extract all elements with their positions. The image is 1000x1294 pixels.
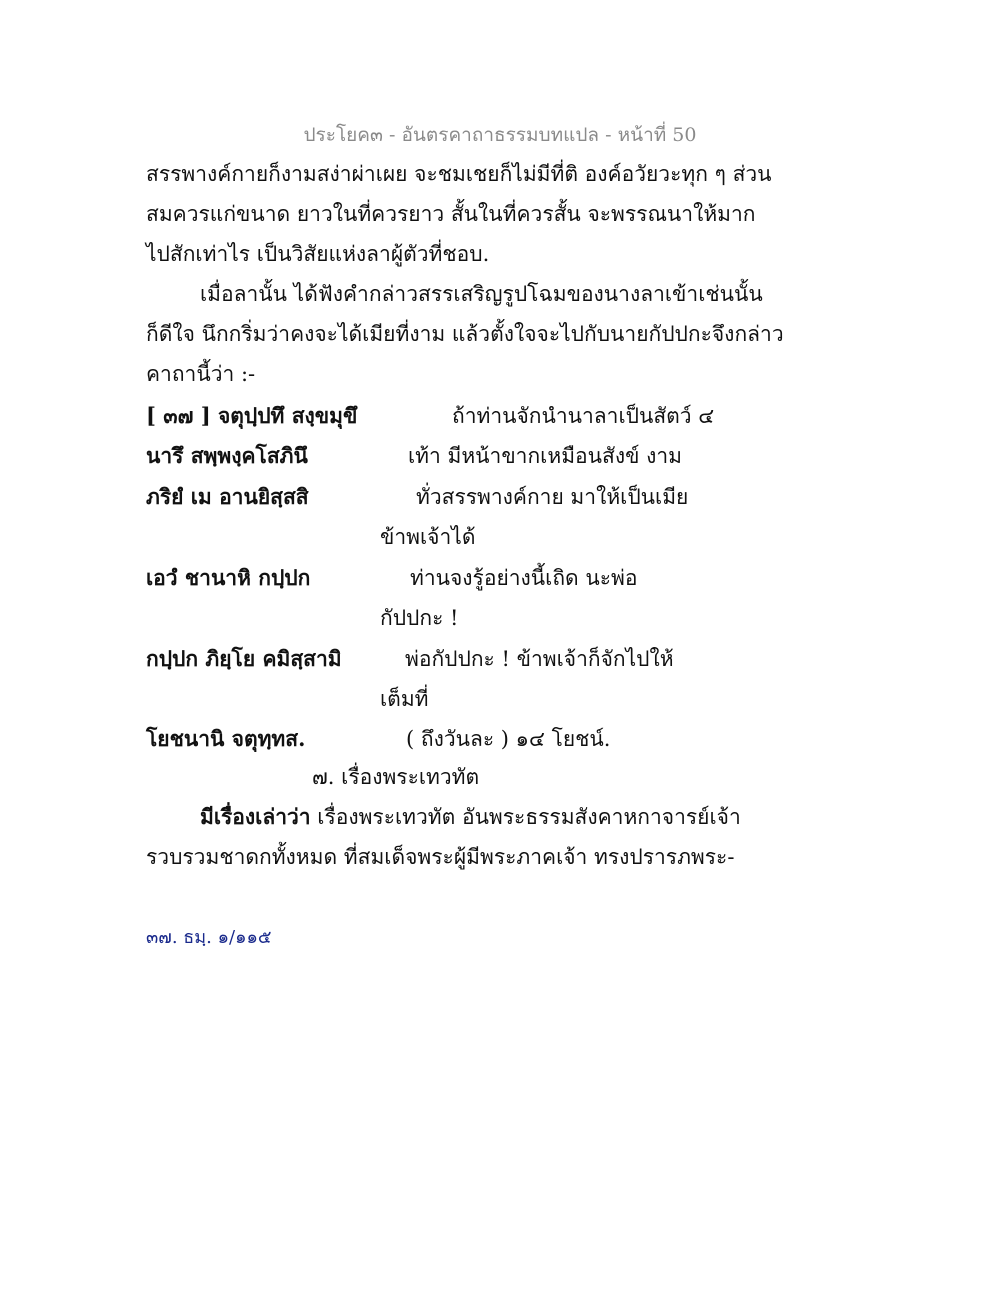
- verse-translation: ท่านจงรู้อย่างนี้เถิด นะพ่อ: [410, 566, 638, 590]
- paragraph-line: คาถานี้ว่า :-: [146, 362, 256, 386]
- footnote: ๓๗. ธมฺ. ๑/๑๑๕: [146, 927, 272, 948]
- verse-pali: นารึ สพฺพงฺคโสภินึ: [146, 443, 308, 468]
- verse-translation-continued: กัปปกะ !: [380, 606, 459, 630]
- verse-pali: เอวํ ชานาหิ กปฺปก: [146, 565, 311, 590]
- verse-pali: [ ๓๗ ] จตุปฺปทึ สงฺขมุขึ: [146, 403, 358, 428]
- paragraph-line: สมควรแก่ขนาด ยาวในที่ควรยาว สั้นในที่ควรสั้น จะพรรณนาให้มาก: [146, 202, 756, 226]
- paragraph-line: ไปสักเท่าไร เป็นวิสัยแห่งลาผู้ตัวที่ชอบ.: [146, 242, 490, 266]
- paragraph-line: เมื่อลานั้น ได้ฟังคำกล่าวสรรเสริญรูปโฉมของนางลาเข้าเช่นนั้น: [200, 282, 763, 306]
- paragraph-line: สรรพางค์กายก็งามสง่าผ่าเผย จะชมเชยก็ไม่มีที่ติ องค์อวัยวะทุก ๆ ส่วน: [146, 162, 772, 186]
- verse-pali: กปฺปก ภิยฺโย คมิสฺสามิ: [146, 646, 342, 671]
- paragraph-text: เรื่องพระเทวทัต อันพระธรรมสังคาหกาจารย์เจ้า: [310, 805, 741, 829]
- section-title: ๗. เรื่องพระเทวทัต: [312, 765, 480, 789]
- verse-pali: โยชนานิ จตุทฺทส.: [146, 726, 306, 751]
- verse-translation: ( ถึงวันละ ) ๑๔ โยชน์.: [406, 727, 611, 751]
- paragraph-line: ก็ดีใจ นึกกริ่มว่าคงจะได้เมียที่งาม แล้วตั้งใจจะไปกับนายกัปปกะจึงกล่าว: [146, 322, 784, 346]
- verse-translation: ทั่วสรรพางค์กาย มาให้เป็นเมีย: [416, 485, 689, 509]
- verse-translation: เท้า มีหน้าขากเหมือนสังข์ งาม: [408, 444, 683, 468]
- verse-translation-continued: ข้าพเจ้าได้: [380, 525, 476, 549]
- verse-pali: ภริยํ เม อานยิสฺสสิ: [146, 484, 309, 509]
- lead-bold-text: มีเรื่องเล่าว่า: [200, 804, 311, 829]
- page-header: ประโยค๓ - อันตรคาถาธรรมบทแปล - หน้าที่ 50: [303, 124, 697, 146]
- verse-translation: พ่อกัปปกะ ! ข้าพเจ้าก็จักไปให้: [405, 647, 674, 671]
- paragraph-line: [200, 803, 741, 831]
- paragraph-line: รวบรวมชาดกทั้งหมด ที่สมเด็จพระผู้มีพระภาคเจ้า ทรงปรารภพระ-: [146, 845, 735, 869]
- verse-translation: ถ้าท่านจักนำนาลาเป็นสัตว์ ๔: [452, 404, 715, 428]
- verse-translation-continued: เต็มที่: [380, 687, 429, 711]
